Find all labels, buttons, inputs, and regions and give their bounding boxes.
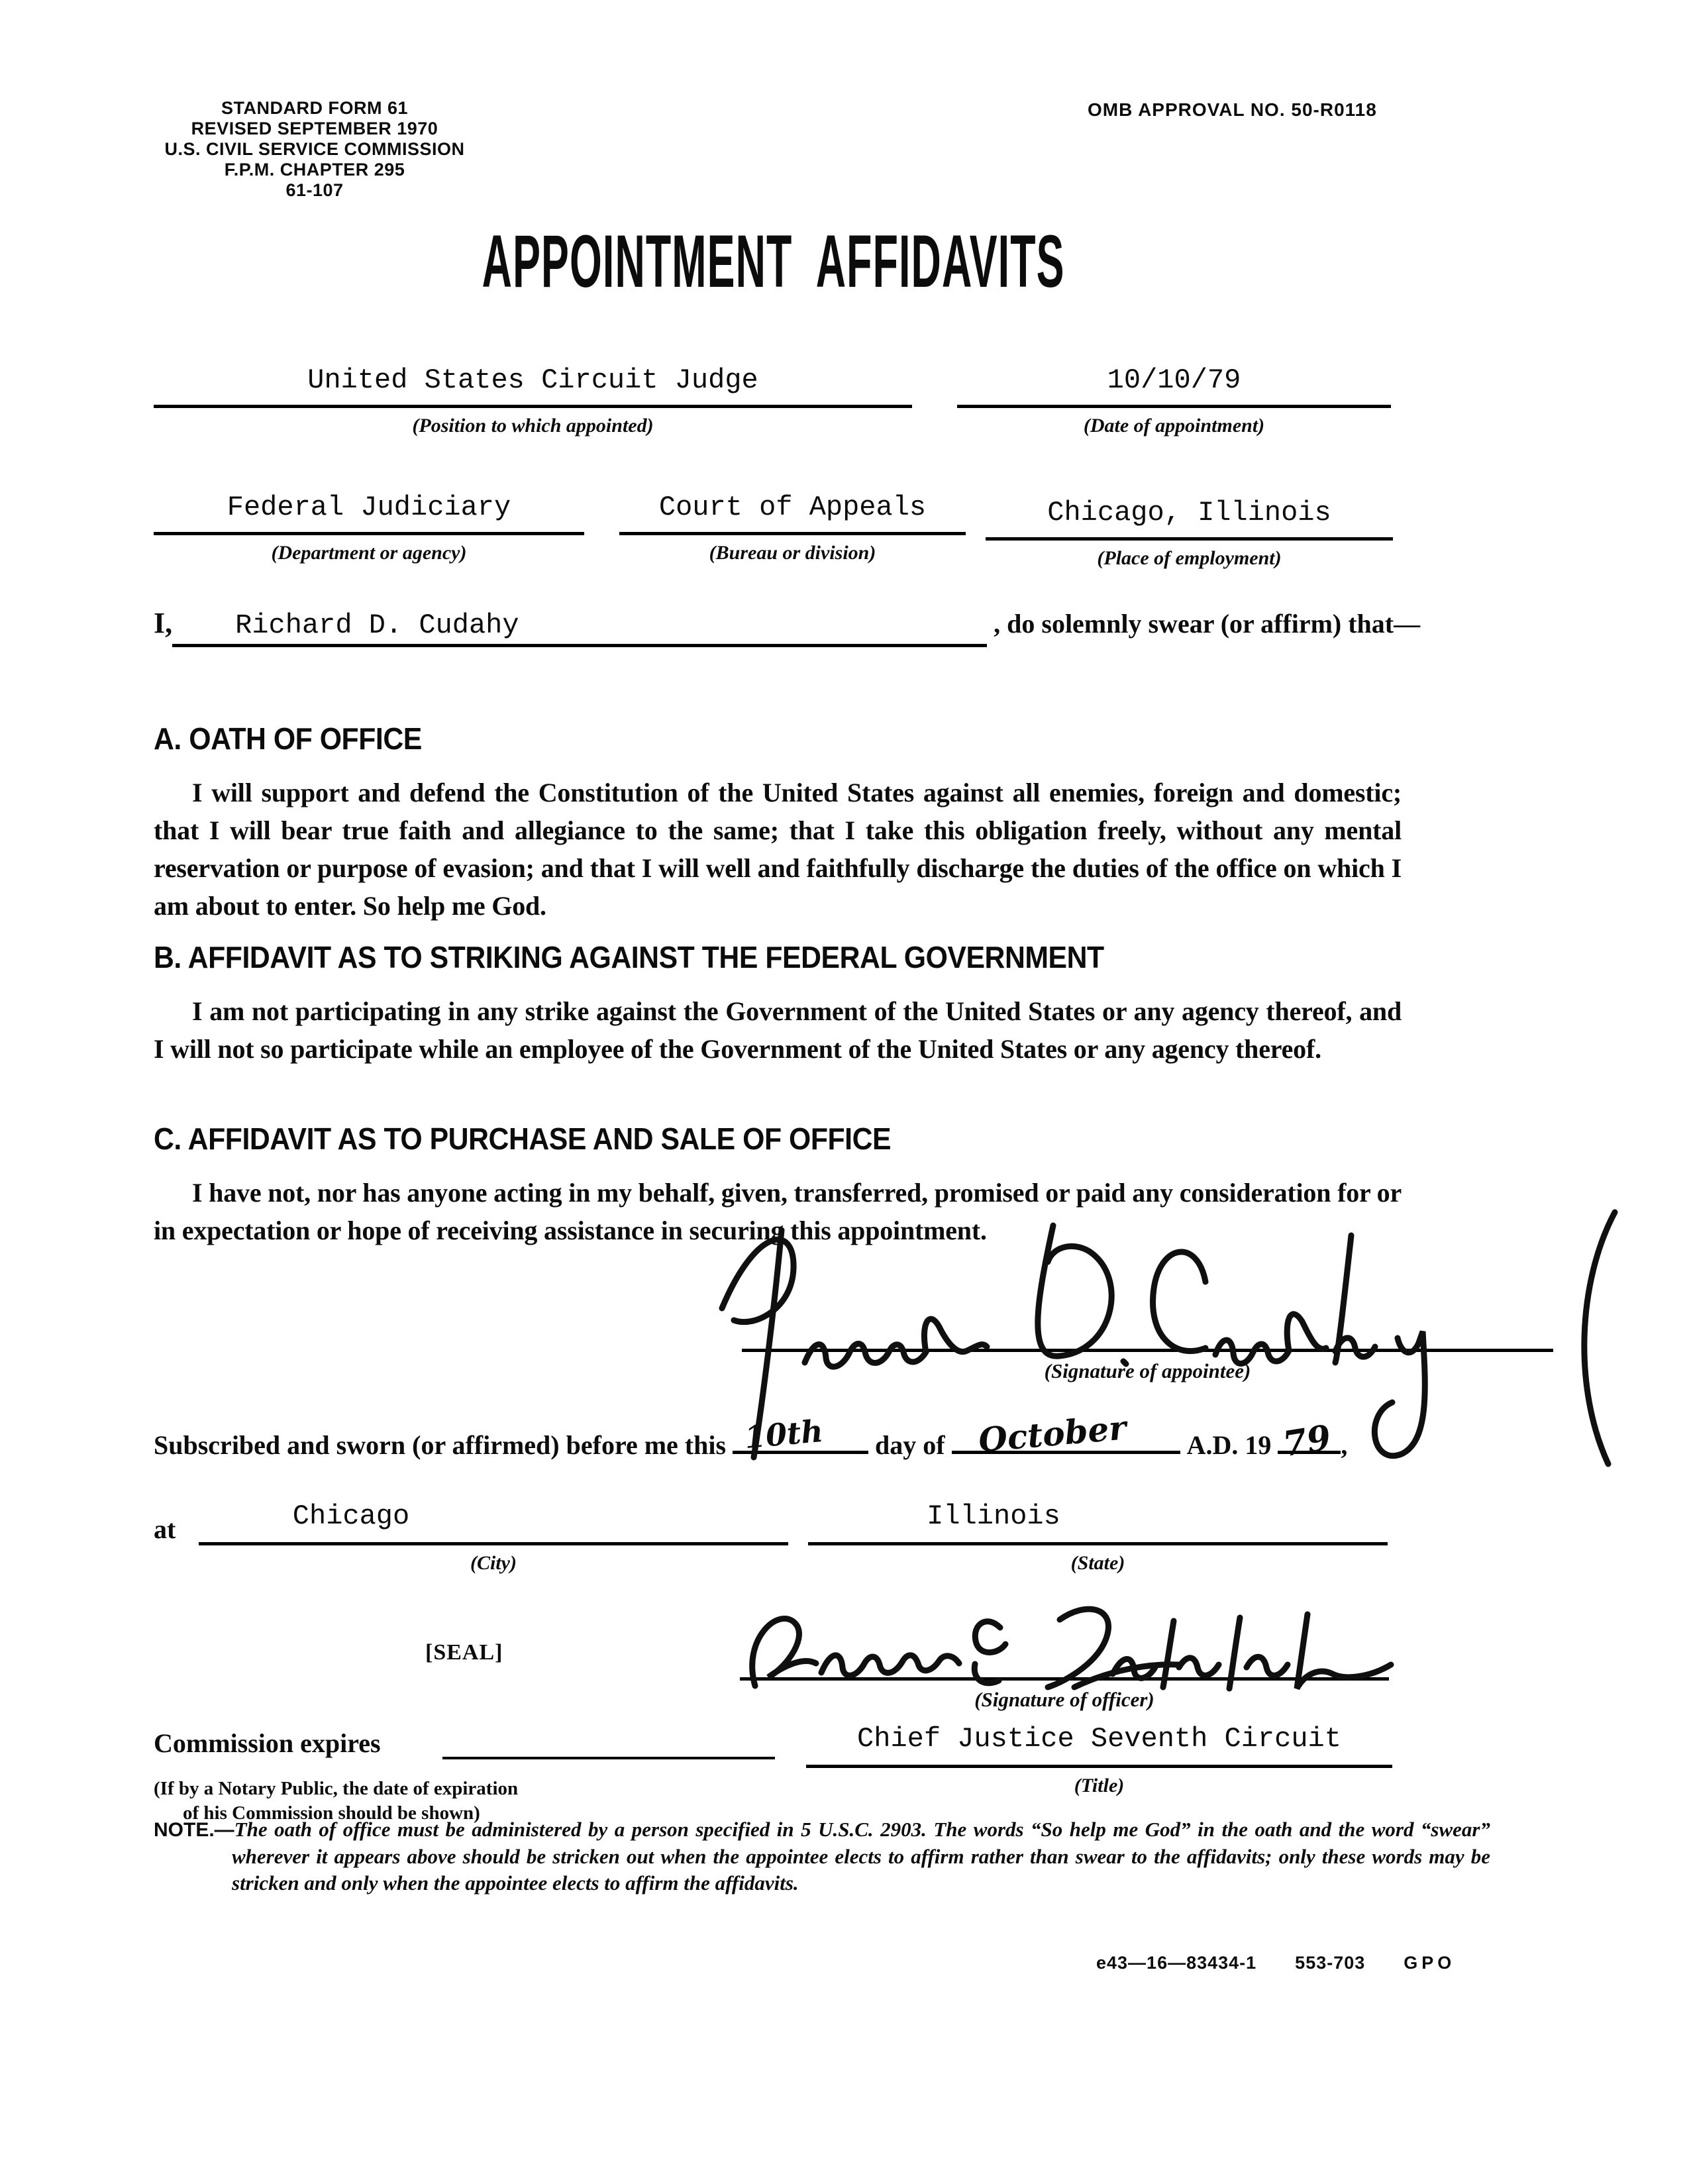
form-id-line: REVISED SEPTEMBER 1970 bbox=[191, 119, 438, 138]
employment-place-label: (Place of employment) bbox=[1097, 547, 1282, 569]
oath-intro-prefix: I, bbox=[154, 607, 173, 639]
officer-title-field bbox=[806, 1721, 1392, 1797]
employment-place-underline bbox=[986, 537, 1393, 541]
appointee-signature-ink bbox=[682, 1189, 1676, 1474]
form-id-line: U.S. CIVIL SERVICE COMMISSION bbox=[164, 139, 465, 159]
appointment-date-label: (Date of appointment) bbox=[1083, 415, 1265, 437]
position-label: (Position to which appointed) bbox=[412, 415, 654, 437]
position-field bbox=[154, 361, 912, 437]
city-label: (City) bbox=[470, 1552, 517, 1574]
handwritten-day: 10th bbox=[742, 1412, 825, 1456]
appointment-date-underline bbox=[957, 405, 1391, 408]
seal-marker: [SEAL] bbox=[425, 1640, 503, 1665]
state-field bbox=[808, 1498, 1388, 1575]
bureau-value: Court of Appeals bbox=[658, 492, 927, 523]
commission-expires-line bbox=[442, 1757, 775, 1759]
omb-approval-number: OMB APPROVAL NO. 50-R0118 bbox=[1088, 99, 1377, 120]
footnote-lead: NOTE.— bbox=[154, 1819, 234, 1841]
appointment-date-field bbox=[957, 361, 1391, 437]
section-a-heading: A. OATH OF OFFICE bbox=[154, 721, 422, 756]
officer-title-underline bbox=[806, 1765, 1392, 1768]
section-b-heading: B. AFFIDAVIT AS TO STRIKING AGAINST THE FEDERAL GOVERNMENT bbox=[154, 940, 1104, 974]
employment-place-field bbox=[986, 494, 1393, 570]
document-title-wrap bbox=[0, 219, 1547, 304]
state-value: Illinois bbox=[927, 1500, 1060, 1532]
print-codes bbox=[1096, 1953, 1455, 1973]
department-label: (Department or agency) bbox=[271, 542, 467, 564]
notary-note-line2: of his Commission should be shown) bbox=[183, 1802, 480, 1824]
footnote-body: The oath of office must be administered by a person specified in 5 U.S.C. 2903. The words “So help me God” in the oath and the word “swear” wherever it appears above should be stricken out when the appointee elects to affirm rather than swear to the affidavits; only these words may be stricken and only when the appointee elects to affirm the affidavits. bbox=[232, 1818, 1490, 1895]
city-value: Chicago bbox=[292, 1500, 410, 1532]
department-value: Federal Judiciary bbox=[227, 492, 511, 523]
form-id-line: F.P.M. CHAPTER 295 bbox=[224, 160, 405, 180]
oath-intro-suffix: , do solemnly swear (or affirm) that— bbox=[994, 609, 1421, 639]
position-value: United States Circuit Judge bbox=[307, 364, 758, 396]
appointee-signature-label: (Signature of appointee) bbox=[1044, 1359, 1251, 1382]
department-field bbox=[154, 488, 584, 564]
city-underline bbox=[199, 1542, 788, 1545]
print-code: e43—16—83434-1 bbox=[1096, 1953, 1257, 1973]
bureau-label: (Bureau or division) bbox=[709, 542, 876, 564]
department-underline bbox=[154, 532, 584, 535]
subscribed-text-before: Subscribed and sworn (or affirmed) before me this bbox=[154, 1430, 727, 1460]
state-underline bbox=[808, 1542, 1388, 1545]
subscribed-text-ad: A.D. 19 bbox=[1186, 1430, 1272, 1460]
employment-place-value: Chicago, Illinois bbox=[1047, 497, 1331, 529]
bureau-underline bbox=[619, 532, 966, 535]
appointment-date-value: 10/10/79 bbox=[1107, 364, 1241, 396]
footnote bbox=[154, 1816, 1490, 1897]
handwritten-month: October bbox=[976, 1408, 1128, 1460]
form-id-line: STANDARD FORM 61 bbox=[221, 98, 408, 118]
state-label: (State) bbox=[1070, 1552, 1125, 1574]
stock-number: 553-703 bbox=[1295, 1953, 1366, 1973]
section-c-heading: C. AFFIDAVIT AS TO PURCHASE AND SALE OF OFFICE bbox=[154, 1121, 892, 1156]
position-underline bbox=[154, 405, 912, 408]
commission-expires-label: Commission expires bbox=[154, 1728, 381, 1758]
form-identifier-block bbox=[123, 98, 507, 201]
gpo-imprint: GPO bbox=[1404, 1953, 1456, 1973]
officer-title-label: (Title) bbox=[1074, 1775, 1125, 1796]
section-b-body: I am not participating in any strike against the Government of the United States or any agency thereof, and I will not so participate while an employee of the Government of the United States or any agency thereof. bbox=[154, 996, 1402, 1064]
bureau-field bbox=[619, 488, 966, 564]
section-a-body: I will support and defend the Constitution of the United States against all enemies, foreign and domestic; that I will bear true faith and allegiance to the same; that I take this obligation freely, without any mental reservation or purpose of evasion; and that I will well and faithfully discharge the duties of the office on which I am about to enter. So help me God. bbox=[154, 778, 1402, 921]
officer-signature-label: (Signature of officer) bbox=[974, 1688, 1154, 1711]
subscribed-text-mid: day of bbox=[875, 1430, 945, 1460]
oath-intro-line bbox=[154, 606, 1551, 647]
document-title: APPOINTMENT AFFIDAVITS bbox=[482, 220, 1065, 303]
at-label: at bbox=[154, 1514, 176, 1544]
notary-note-line1: (If by a Notary Public, the date of expiration bbox=[154, 1778, 519, 1799]
officer-signature-ink bbox=[715, 1586, 1444, 1729]
appointee-name-typed: Richard D. Cudahy bbox=[172, 607, 987, 647]
city-field bbox=[199, 1498, 788, 1575]
form-id-line: 61-107 bbox=[285, 180, 344, 200]
officer-title-value: Chief Justice Seventh Circuit bbox=[857, 1723, 1341, 1755]
section-c-body: I have not, nor has anyone acting in my behalf, given, transferred, promised or paid any consideration for or in expectation or hope of receiving assistance in securing this appointment. bbox=[154, 1178, 1402, 1245]
handwritten-year: 79 bbox=[1280, 1417, 1335, 1465]
subscribed-text-after: , bbox=[1341, 1430, 1348, 1460]
